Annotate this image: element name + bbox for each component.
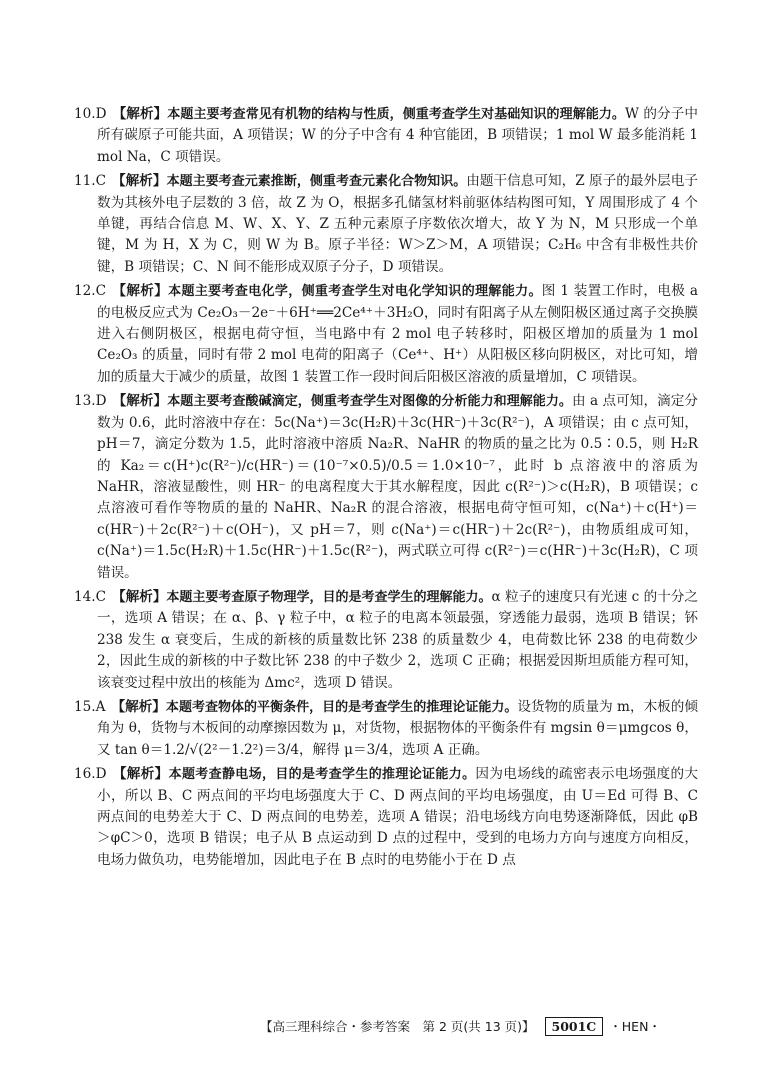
analysis-tag: 【解析】 — [112, 588, 167, 605]
item-lead: 本题考查物体的平衡条件，目的是考查学生的推理论证能力。 — [165, 699, 518, 715]
answer-item-14 — [74, 587, 698, 694]
item-number: 16. — [74, 766, 96, 783]
page-footer — [260, 1017, 661, 1036]
item-answer: A — [95, 698, 106, 715]
item-answer: C — [95, 283, 107, 300]
item-body: 图 1 装置工作时，电极 a 的电极反应式为 Ce₂O₃－2e⁻＋6H⁺══2Ce⁴⁺＋3H₂O，同时有阳离子从左侧阳极区通过离子交换膜进入右侧阴极区，根据电荷守恒，当电路中有 2 mol 电子转移时，阳极区增加的质量为 1 mol Ce₂O₃ 的质量，同时有带 2 mol 电荷的阳离子（Ce⁴⁺、H⁺）从阳极区移向阴极区，对比可知，增加的质量大于减少的质量，故图 1 装置工作一段时间后阳极区溶液的质量增加，C 项错误。 — [97, 283, 698, 385]
item-number: 13. — [74, 393, 96, 410]
answer-item-15 — [74, 697, 698, 761]
item-body: W 的分子中所有碳原子可能共面，A 项错误；W 的分子中含有 4 种官能团，B 项错误；1 mol W 最多能消耗 1 mol Na，C 项错误。 — [97, 106, 698, 165]
item-answer: C — [95, 588, 107, 605]
footer-title: 【高三理科综合・参考答案 第 2 页(共 13 页)】 — [260, 1019, 535, 1034]
item-number: 15. — [74, 698, 96, 715]
item-number: 14. — [74, 588, 96, 605]
answer-item-13 — [74, 391, 698, 584]
item-lead: 本题主要考查原子物理学，目的是考查学生的理解能力。 — [166, 589, 492, 605]
item-body: 由题干信息可知，Z 原子的最外层电子数为其核外电子层数的 3 倍，故 Z 为 O，根据多孔储氢材料前驱体结构图可知，Y 周围形成了 4 个单键，再结合信息 M、W、X、Y、Z 五种元素原子序数依次增大，故 Y 为 N，M 只形成一个单键，M 为 H，X 为 C，则 W 为 B。原子半径：W＞Z＞M，A 项错误；C₂H₆ 中含有非极性共价键，B 项错误；C、N 间不能形成双原子分子，D 项错误。 — [97, 173, 698, 275]
analysis-tag: 【解析】 — [111, 698, 166, 715]
item-number: 12. — [74, 283, 96, 300]
item-body: 设货物的质量为 m，木板的倾角为 θ，货物与木板间的动摩擦因数为 μ，对货物，根据物体的平衡条件有 mgsin θ＝μmgcos θ，又 tan θ＝1.2/√(2²－1.2²)＝3/4，解得 μ＝3/4，选项 A 正确。 — [97, 698, 698, 758]
item-lead: 本题主要考查酸碱滴定，侧重考查学生对图像的分析能力和理解能力。 — [167, 394, 572, 410]
item-number: 10. — [74, 106, 96, 122]
paper-code: 5001C — [545, 1017, 604, 1036]
item-lead: 本题考查静电场，目的是考查学生的推理论证能力。 — [168, 767, 476, 783]
item-answer: C — [95, 173, 107, 190]
answer-list — [74, 104, 698, 874]
analysis-tag: 【解析】 — [112, 283, 169, 300]
answer-item-16 — [74, 764, 698, 871]
item-lead: 本题主要考查电化学，侧重考查学生对电化学知识的理解能力。 — [168, 284, 542, 300]
answer-item-11 — [74, 171, 698, 278]
item-number: 11. — [74, 173, 96, 190]
analysis-tag: 【解析】 — [112, 393, 168, 410]
analysis-tag: 【解析】 — [112, 106, 168, 122]
item-answer: D — [95, 106, 107, 122]
item-lead: 本题主要考查元素推断，侧重考查元素化合物知识。 — [166, 174, 467, 190]
answer-item-10 — [74, 104, 698, 168]
footer-suffix: ・HEN・ — [609, 1019, 661, 1034]
item-lead: 本题主要考查常见有机物的结构与性质，侧重考查学生对基础知识的理解能力。 — [167, 107, 626, 122]
answer-item-12 — [74, 281, 698, 388]
item-body: 由 a 点可知，滴定分数为 0.6，此时溶液中存在：5c(Na⁺)＝3c(H₂R)＋3c(HR⁻)＋3c(R²⁻)，A 项错误；由 c 点可知，pH＝7，滴定分数为 1.5，此时溶液中溶质 Na₂R、NaHR 的物质的量之比为 0.5∶0.5，则 H₂R 的 Ka₂＝c(H⁺)c(R²⁻)/c(HR⁻)＝(10⁻⁷×0.5)/0.5＝1.0×10⁻⁷，此时 b 点溶液中的溶质为 NaHR，溶液显酸性，则 HR⁻ 的电离程度大于其水解程度，因此 c(R²⁻)＞c(H₂R)，B 项错误；c 点溶液可看作等物质的量的 NaHR、Na₂R 的混合溶液，根据电荷守恒可知，c(Na⁺)＋c(H⁺)＝c(HR⁻)＋2c(R²⁻)＋c(OH⁻)，又 pH＝7，则 c(Na⁺)＝c(HR⁻)＋2c(R²⁻)，由物质组成可知，c(Na⁺)＝1.5c(H₂R)＋1.5c(HR⁻)＋1.5c(R²⁻)，两式联立可得 c(R²⁻)＝c(HR⁻)＋3c(H₂R)，C 项错误。 — [97, 393, 698, 581]
analysis-tag: 【解析】 — [112, 173, 167, 190]
item-body: α 粒子的速度只有光速 c 的十分之一，选项 A 错误；在 α、β、γ 粒子中，α 粒子的电离本领最强，穿透能力最弱，选项 B 错误；钚 238 发生 α 衰变后，生成的新核的质量数比钚 238 的质量数少 4，电荷数比钚 238 的电荷数少 2，因此生成的新核的中子数比钚 238 的中子数少 2，选项 C 正确；根据爱因斯坦质能方程可知，该衰变过程中放出的核能为 Δmc²，选项 D 错误。 — [97, 588, 698, 691]
analysis-tag: 【解析】 — [112, 766, 169, 783]
item-answer: D — [95, 393, 107, 410]
item-body: 因为电场线的疏密表示电场强度的大小，所以 B、C 两点间的平均电场强度大于 C、D 两点间的平均电场强度，由 U＝Ed 可得 B、C 两点间的电势差大于 C、D 两点间的电势差，选项 A 错误；沿电场线方向电势逐渐降低，因此 φB＞φC＞0，选项 B 错误；电子从 B 点运动到 D 点的过程中，受到的电场力方向与速度方向相反，电场力做负功，电势能增加，因此电子在 B 点时的电势能小于在 D 点 — [97, 766, 699, 868]
item-answer: D — [95, 766, 107, 783]
